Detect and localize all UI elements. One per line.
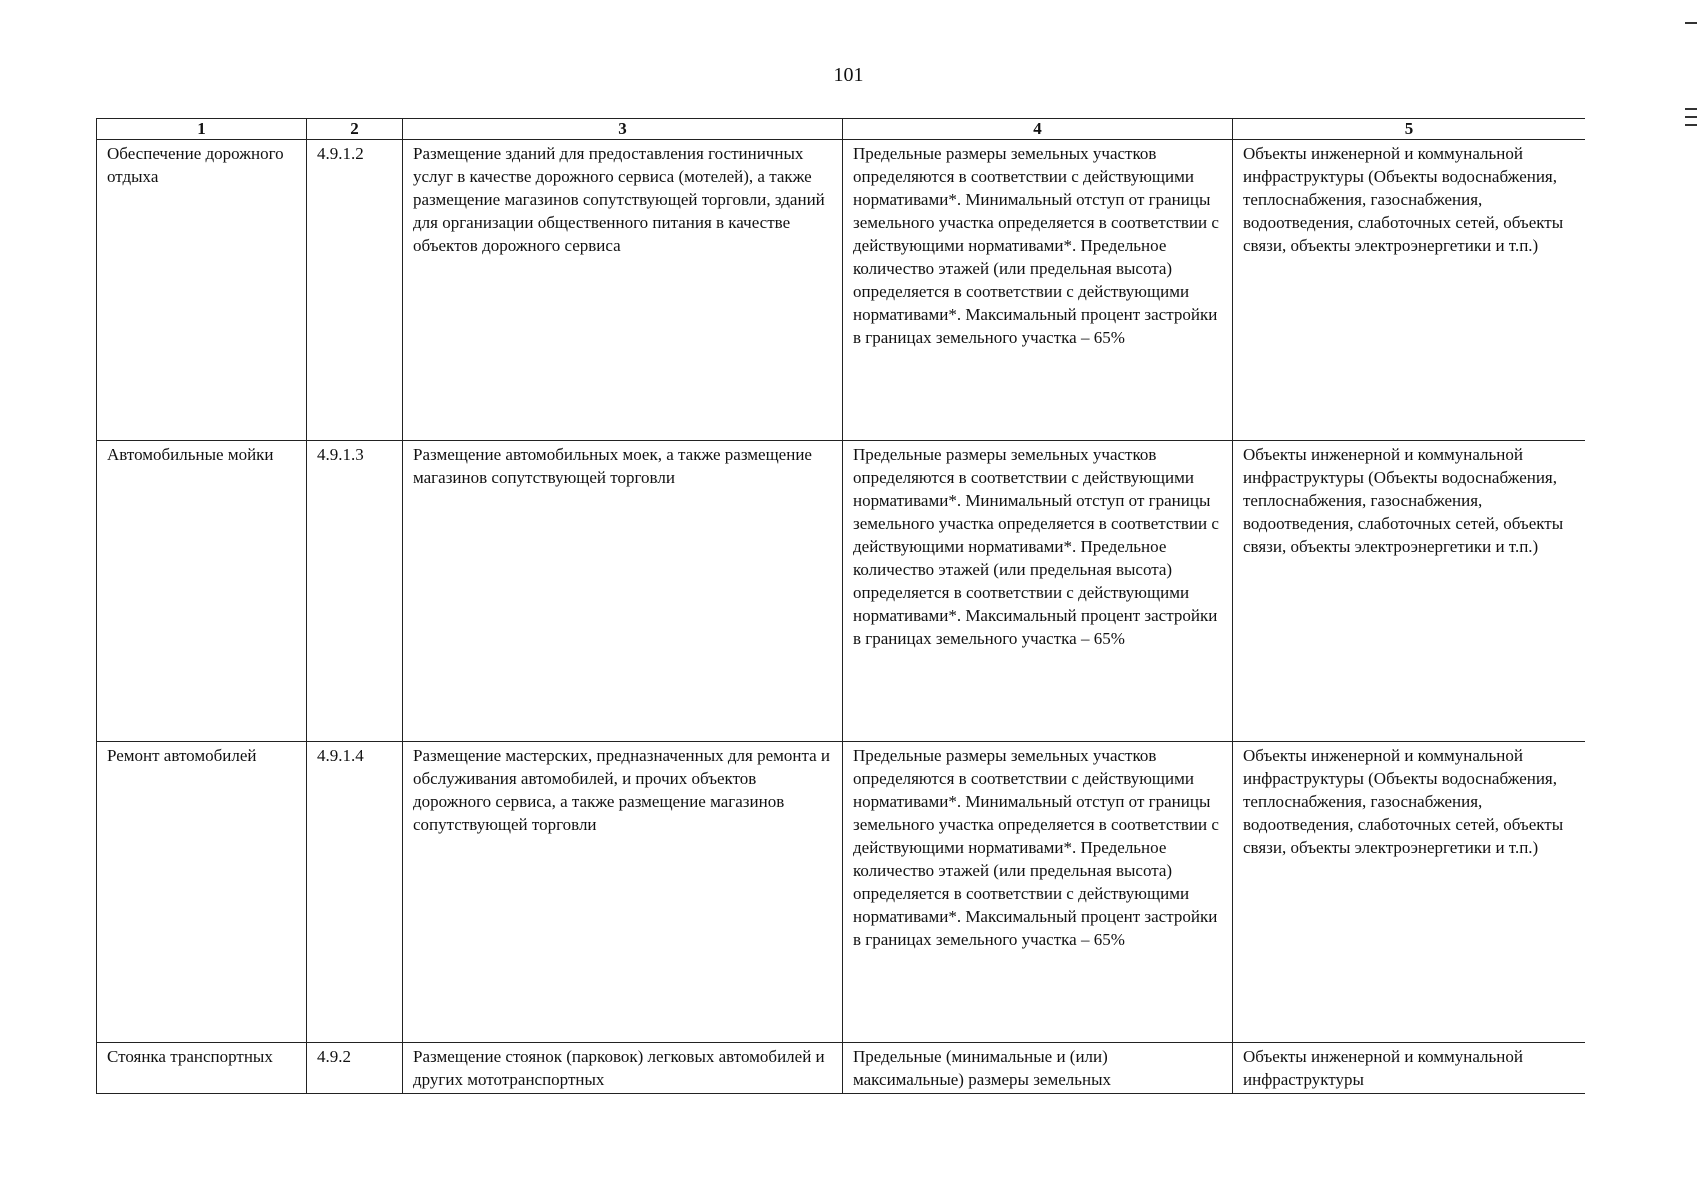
infrastructure-objects: Объекты инженерной и коммунальной инфраструктуры (Объекты водоснабжения, теплоснабжения, газоснабжения, водоотведения, слаботочных сетей, объекты связи, объекты электроэнергетики и т.п.)	[1233, 441, 1586, 742]
column-header-1: 1	[97, 119, 307, 140]
building-parameters: Предельные размеры земельных участков определяются в соответствии с действующими нормативами*. Минимальный отступ от границы земельного участка определяется в соответствии с действующими нормативами*. Предельное количество этажей (или предельная высота) определяется в соответствии с действующими нормативами*. Максимальный процент застройки в границах земельного участка – 65%	[843, 742, 1233, 1043]
building-parameters: Предельные размеры земельных участков определяются в соответствии с действующими нормативами*. Минимальный отступ от границы земельного участка определяется в соответствии с действующими нормативами*. Предельное количество этажей (или предельная высота) определяется в соответствии с действующими нормативами*. Максимальный процент застройки в границах земельного участка – 65%	[843, 140, 1233, 441]
edge-marks	[1685, 18, 1697, 138]
use-type-name: Ремонт автомобилей	[97, 742, 307, 1043]
use-type-name: Стоянка транспортных	[97, 1043, 307, 1094]
use-type-code: 4.9.2	[307, 1043, 403, 1094]
use-type-name: Автомобильные мойки	[97, 441, 307, 742]
column-header-4: 4	[843, 119, 1233, 140]
use-type-name: Обеспечение дорожного отдыха	[97, 140, 307, 441]
header-row	[97, 119, 1586, 140]
use-type-code: 4.9.1.2	[307, 140, 403, 441]
column-header-5: 5	[1233, 119, 1586, 140]
use-type-description: Размещение мастерских, предназначенных для ремонта и обслуживания автомобилей, и прочих объектов дорожного сервиса, а также размещение магазинов сопутствующей торговли	[403, 742, 843, 1043]
page-number: 101	[833, 64, 864, 86]
infrastructure-objects: Объекты инженерной и коммунальной инфраструктуры	[1233, 1043, 1586, 1094]
use-type-description: Размещение зданий для предоставления гостиничных услуг в качестве дорожного сервиса (мотелей), а также размещение магазинов сопутствующей торговли, зданий для организации общественного питания в качестве объектов дорожного сервиса	[403, 140, 843, 441]
column-header-2: 2	[307, 119, 403, 140]
infrastructure-objects: Объекты инженерной и коммунальной инфраструктуры (Объекты водоснабжения, теплоснабжения, газоснабжения, водоотведения, слаботочных сетей, объекты связи, объекты электроэнергетики и т.п.)	[1233, 742, 1586, 1043]
regulations-table	[96, 118, 1585, 1094]
use-type-code: 4.9.1.4	[307, 742, 403, 1043]
use-type-description: Размещение стоянок (парковок) легковых автомобилей и других мототранспортных	[403, 1043, 843, 1094]
use-type-description: Размещение автомобильных моек, а также размещение магазинов сопутствующей торговли	[403, 441, 843, 742]
infrastructure-objects: Объекты инженерной и коммунальной инфраструктуры (Объекты водоснабжения, теплоснабжения, газоснабжения, водоотведения, слаботочных сетей, объекты связи, объекты электроэнергетики и т.п.)	[1233, 140, 1586, 441]
table-row	[97, 742, 1586, 1043]
building-parameters: Предельные размеры земельных участков определяются в соответствии с действующими нормативами*. Минимальный отступ от границы земельного участка определяется в соответствии с действующими нормативами*. Предельное количество этажей (или предельная высота) определяется в соответствии с действующими нормативами*. Максимальный процент застройки в границах земельного участка – 65%	[843, 441, 1233, 742]
table-row	[97, 140, 1586, 441]
use-type-code: 4.9.1.3	[307, 441, 403, 742]
column-header-3: 3	[403, 119, 843, 140]
building-parameters: Предельные (минимальные и (или) максимальные) размеры земельных	[843, 1043, 1233, 1094]
regulations-table-wrapper	[96, 118, 1585, 1100]
table-row	[97, 1043, 1586, 1094]
table-row	[97, 441, 1586, 742]
